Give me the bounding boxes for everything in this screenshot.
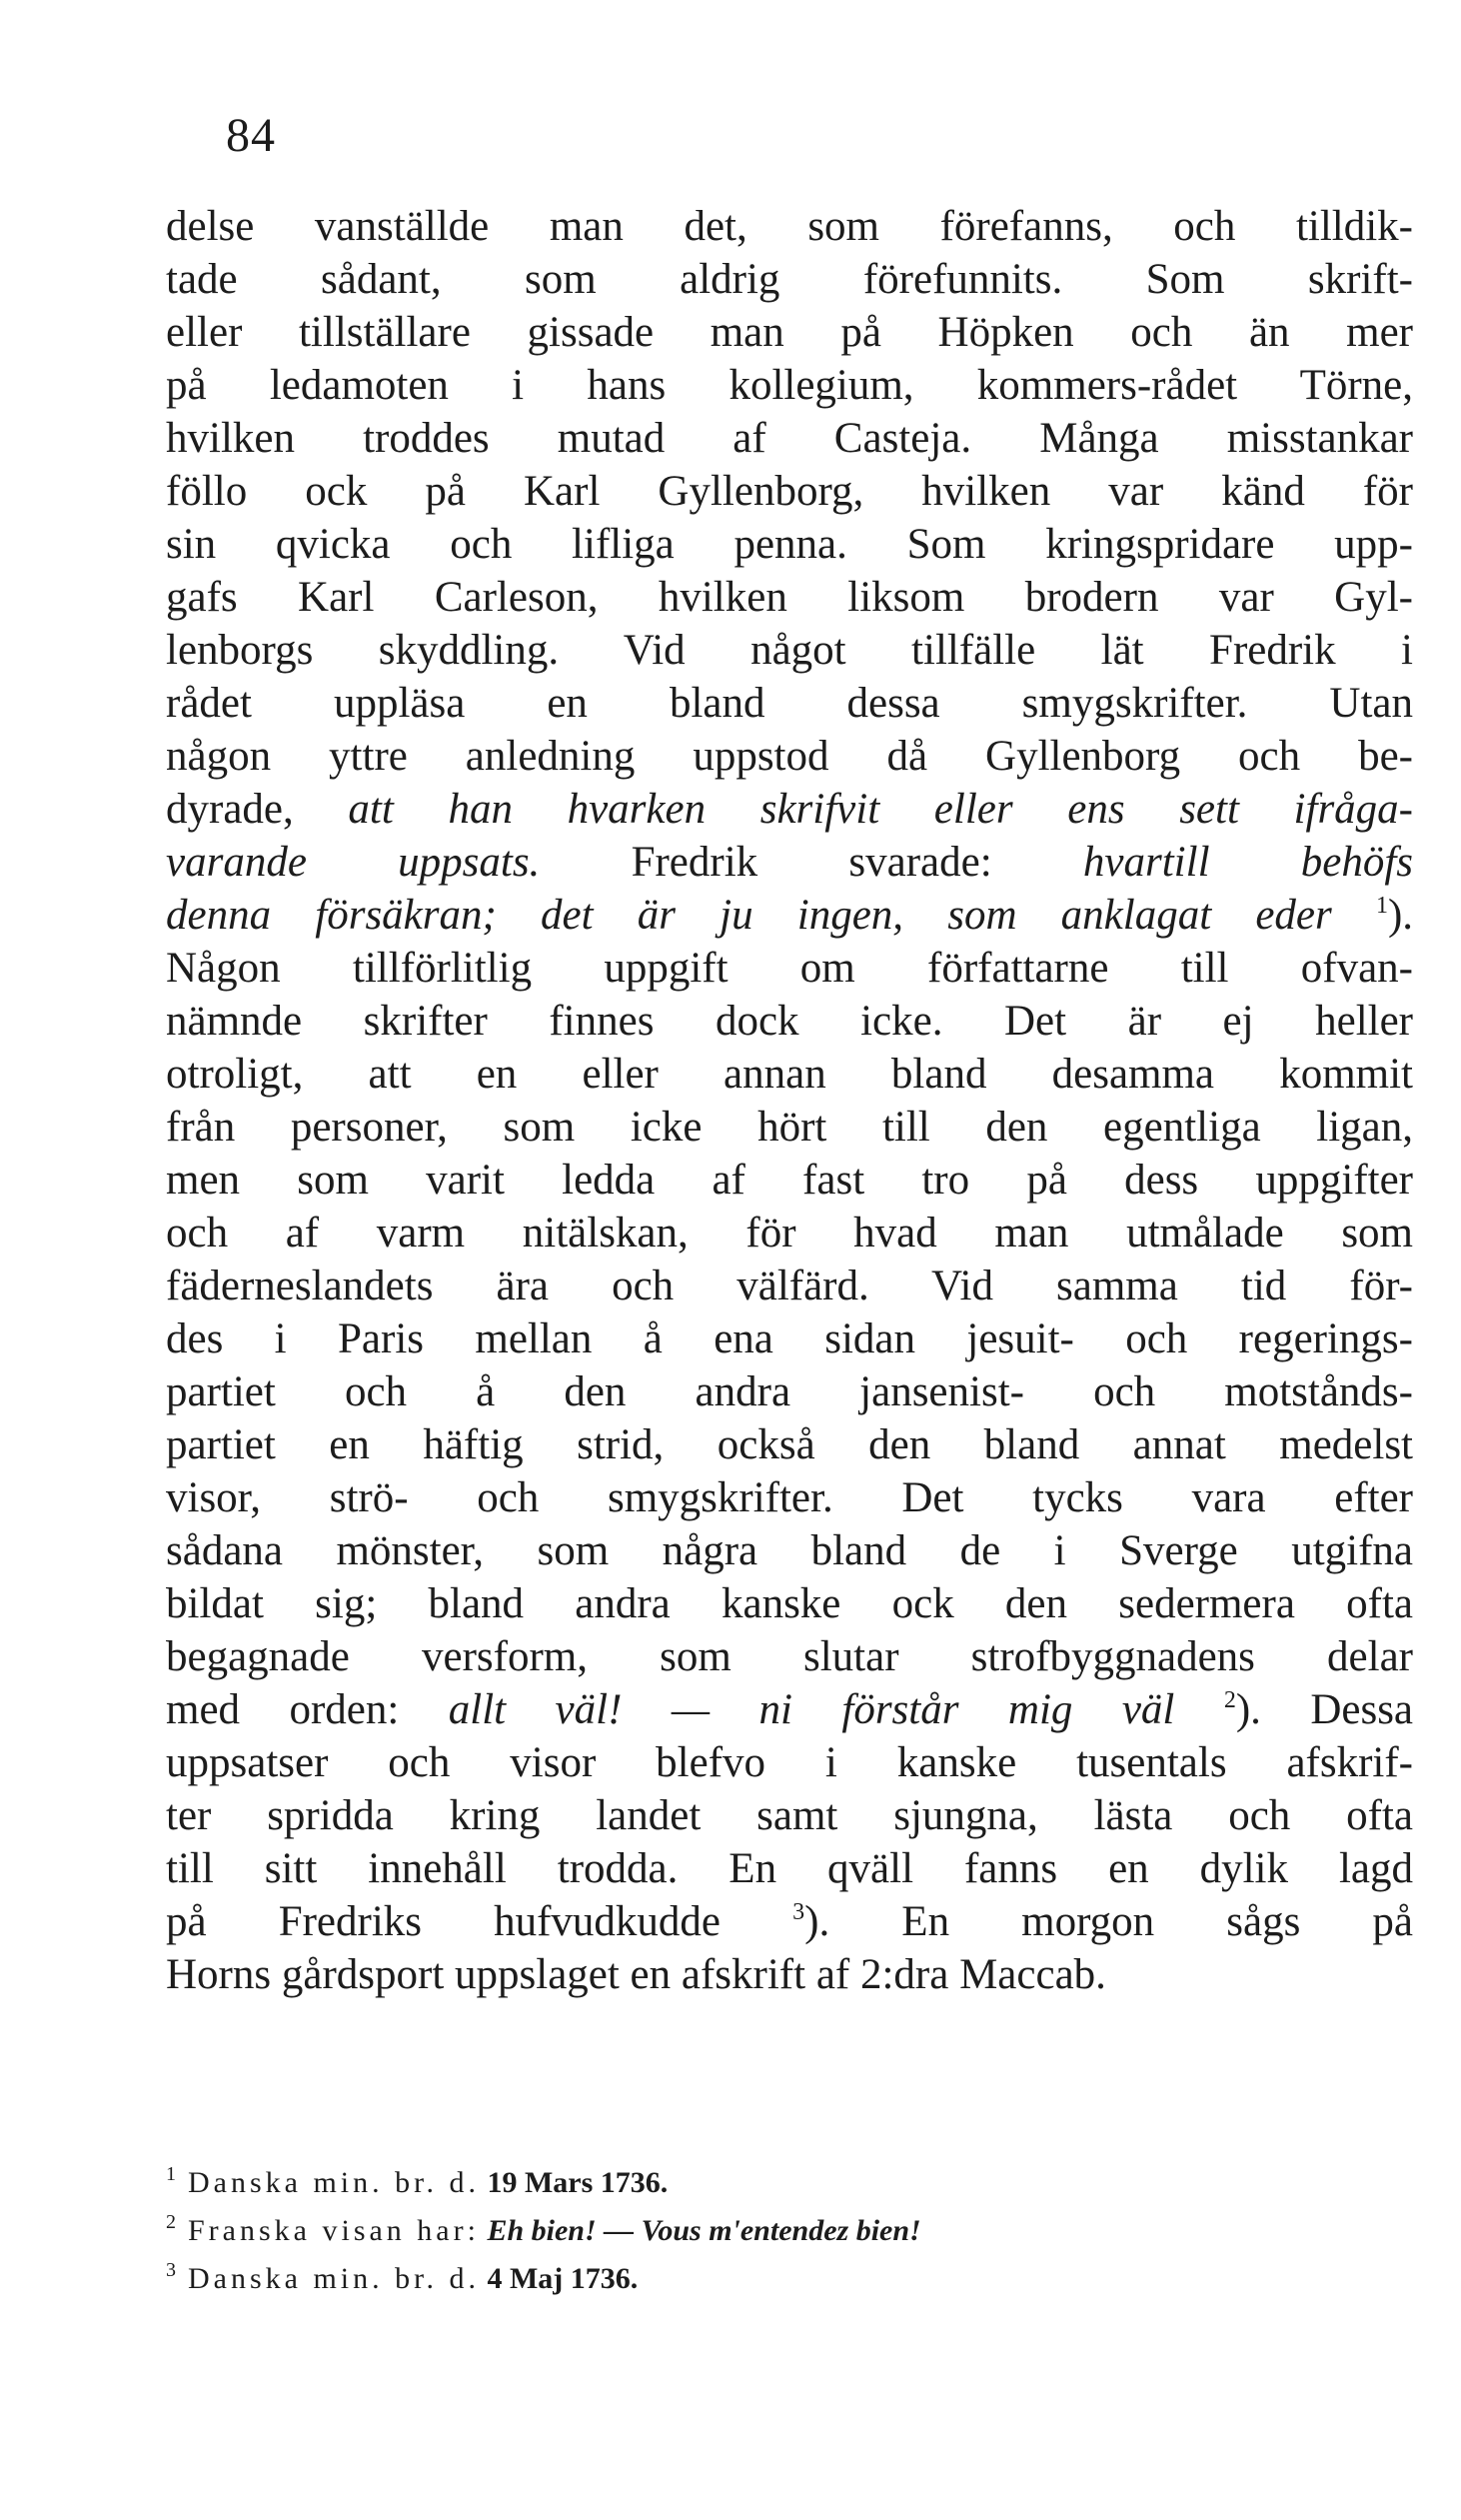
text-line: hvilken troddes mutad af Casteja. Många misstankar [166,415,1413,462]
text-line: partiet och å den andra jansenist- och motstånds- [166,1368,1413,1415]
body-text [166,200,1413,2001]
italic-quote: allt väl! — ni förstår mig väl [448,1686,1175,1733]
footnote-label: Danska min. br. d. [188,2262,480,2295]
text-line: nämnde skrifter finnes dock icke. Det är ej heller [166,998,1413,1045]
footnote-text: 19 Mars 1736. [487,2166,669,2199]
text-line: fäderneslandets ära och välfärd. Vid samma tid för- [166,1262,1413,1309]
text-line: någon yttre anledning uppstod då Gyllenborg och be- [166,733,1413,780]
text-line: Någon tillförlitlig uppgift om författarne till ofvan- [166,945,1413,992]
text-line: tade sådant, som aldrig förefunnits. Som skrift- [166,256,1413,303]
text-line: des i Paris mellan å ena sidan jesuit- och regerings- [166,1315,1413,1362]
footnote-ref: 1 [1375,893,1388,919]
italic-quote: hvartill behöfs [1082,839,1414,886]
text-line [166,783,1413,836]
footnote-ref: 3 [792,1899,805,1925]
text-line [166,1895,1413,1948]
text-segment: Fredrik svarade: [631,839,992,886]
footnote [166,2159,1413,2207]
footnote-mark: 2 [166,2211,176,2233]
text-line: lenborgs skyddling. Vid något tillfälle lät Fredrik i [166,627,1413,674]
italic-quote: att han hvarken skrifvit eller ens sett ifråga- [348,786,1414,833]
footnote [166,2207,1413,2255]
footnote-mark: 3 [166,2259,176,2281]
text-line: och af varm nitälskan, för hvad man utmålade som [166,1210,1413,1257]
footnote-mark: 1 [166,2163,176,2185]
text-line: till sitt innehåll trodda. En qväll fanns en dylik lagd [166,1845,1413,1892]
text-line: begagnade versform, som slutar strofbyggnadens delar [166,1633,1413,1680]
footnote-text: 4 Maj 1736. [487,2262,639,2295]
text-line [166,836,1413,889]
text-line: ter spridda kring landet samt sjungna, lästa och ofta [166,1792,1413,1839]
text-segment: på Fredriks hufvudkudde [166,1898,722,1945]
page-number: 84 [226,109,276,162]
italic-quote: denna försäkran; det är ju ingen, som anklagat eder [166,892,1332,939]
text-line [166,1683,1413,1736]
footnote-label: Danska min. br. d. [188,2166,480,2199]
text-segment: dyrade, [166,786,294,833]
text-line: sin qvicka och lifliga penna. Som kringspridare upp- [166,521,1413,568]
text-line: delse vanställde man det, som förefanns, och tilldik- [166,203,1413,250]
text-segment: ). [1387,892,1414,939]
text-line: rådet uppläsa en bland dessa smygskrifter. Utan [166,680,1413,727]
text-line: eller tillställare gissade man på Höpken och än mer [166,309,1413,356]
footnotes [166,2159,1413,2303]
footnote [166,2255,1413,2303]
text-segment: med orden: [166,1686,400,1733]
text-line: bildat sig; bland andra kanske ock den sedermera ofta [166,1580,1413,1627]
text-line: otroligt, att en eller annan bland desamma kommit [166,1051,1413,1098]
text-segment: ). En morgon sågs på [804,1898,1413,1945]
text-line: föllo ock på Karl Gyllenborg, hvilken var känd för [166,468,1413,515]
text-line: men som varit ledda af fast tro på dess uppgifter [166,1157,1413,1204]
text-line: på ledamoten i hans kollegium, kommers-rådet Törne, [166,362,1413,409]
text-line: sådana mönster, som några bland de i Sverge utgifna [166,1527,1413,1574]
text-line: uppsatser och visor blefvo i kanske tusentals afskrif- [166,1739,1413,1786]
footnote-text: Eh bien! — Vous m'entendez bien! [487,2214,921,2247]
footnote-label: Franska visan har: [188,2214,480,2247]
text-line: från personer, som icke hört till den egentliga ligan, [166,1104,1413,1151]
text-line: gafs Karl Carleson, hvilken liksom brodern var Gyl- [166,574,1413,621]
text-line: partiet en häftig strid, också den bland annat medelst [166,1421,1413,1468]
italic-quote: varande uppsats. [166,839,541,886]
text-line [166,889,1413,942]
text-segment: ). Dessa [1235,1686,1414,1733]
text-line: Horns gårdsport uppslaget en afskrift af 2:dra Maccab. [166,1951,1106,1998]
text-line: visor, strö- och smygskrifter. Det tycks vara efter [166,1474,1413,1521]
footnote-ref: 2 [1223,1687,1236,1713]
